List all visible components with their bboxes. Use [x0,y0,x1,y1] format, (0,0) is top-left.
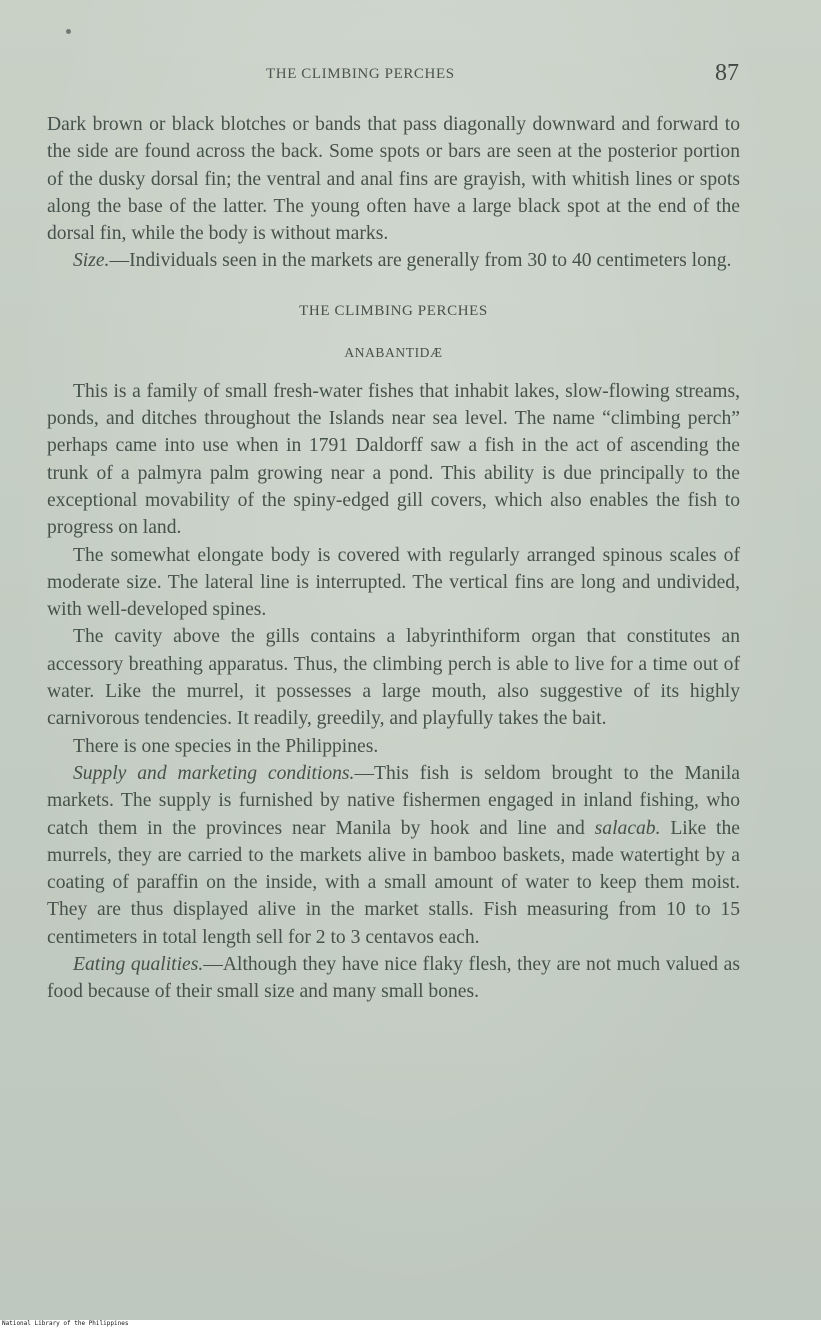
body-text [47,111,740,1006]
supply-text-start: —This fish is seldom brought to the Manila markets. The supply is furnished by native fishermen engaged in inland fishing, who catch them in the provinces near Manila by hook and line and [47,762,740,839]
ink-speck [66,29,71,34]
paragraph-eating [47,951,740,1006]
paragraph-species-count: There is one species in the Philippines. [73,735,379,757]
page-number: 87 [715,60,739,86]
section-title: THE CLIMBING PERCHES [299,302,488,319]
size-run-in-heading: Size. [73,250,110,272]
eating-run-in-heading: Eating qualities. [73,954,204,976]
paragraph-size [47,247,740,274]
paragraph-family-intro: This is a family of small fresh-water fishes that inhabit lakes, slow-flowing streams, ponds, and ditches throughout the Islands near sea level. The name “climbing perch” perhaps came into use when in 1791 Daldorff saw a fish in the act of ascending the trunk of a palmyra palm growing near a pond. This ability is due principally to the exceptional movability of the spiny-edged gill covers, which also enables the fish to progress on land. [47,380,740,539]
eating-text: —Although they have nice flaky flesh, they are not much valued as food because of their small size and many small bones. [47,954,740,1003]
size-text: —Individuals seen in the markets are generally from 30 to 40 centimeters long. [109,250,732,272]
library-credit: National Library of the Philippines [2,1320,129,1327]
paragraph-coloration: Dark brown or black blotches or bands that pass diagonally downward and forward to the side are found across the back. Some spots or bars are seen at the posterior portion of the dusky dorsal fin; the ventral and anal fins are grayish, with whitish lines or spots along the base of the latter. The young often have a large black spot at the end of the dorsal fin, while the body is without marks. [47,114,740,245]
salacab-term: salacab. [594,817,661,839]
paragraph-breathing-organ: The cavity above the gills contains a labyrinthiform organ that constitutes an accessory breathing apparatus. Thus, the climbing perch is able to live for a time out of water. Like the murrel, it possesses a large mouth, also suggestive of its highly carnivorous tendencies. It readily, greedily, and playfully takes the bait. [47,626,740,730]
family-name: ANABANTIDÆ [344,344,443,360]
paragraph-supply [47,760,740,951]
running-title: THE CLIMBING PERCHES [266,66,455,82]
supply-text-end: Like the murrels, they are carried to the markets alive in bamboo baskets, made watertight by a coating of paraffin on the inside, with a small amount of water to keep them moist. They are thus displayed alive in the market stalls. Fish measuring from 10 to 15 centimeters in total length sell for 2 to 3 centavos each. [47,817,740,948]
supply-run-in-heading: Supply and marketing conditions. [73,762,355,784]
paragraph-body-description: The somewhat elongate body is covered with regularly arranged spinous scales of moderate size. The lateral line is interrupted. The vertical fins are long and undivided, with well-developed spines. [47,544,740,621]
